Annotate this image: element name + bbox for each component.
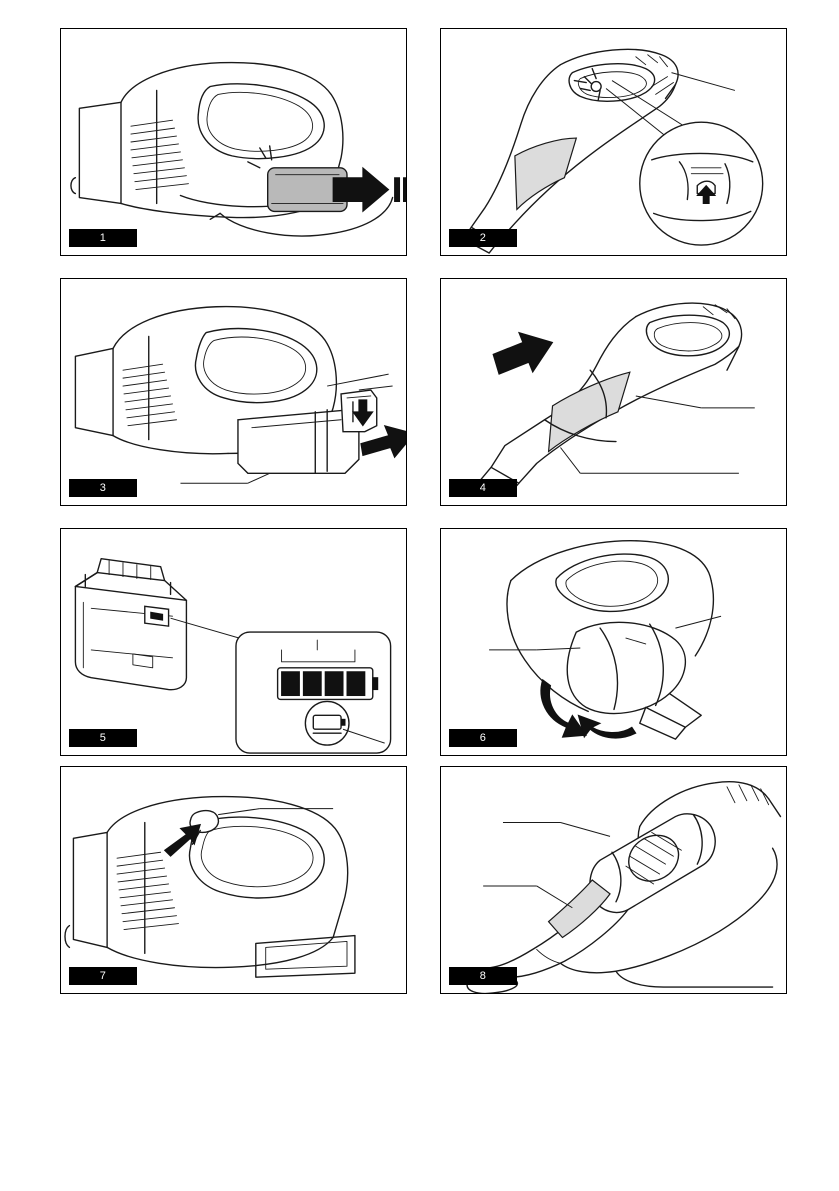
figure-7-number: 7	[69, 967, 137, 985]
figure-5	[60, 528, 407, 756]
figure-4-illustration	[441, 279, 786, 505]
figure-7	[60, 766, 407, 994]
figure-4-number: 4	[449, 479, 517, 497]
figure-5-number: 5	[69, 729, 137, 747]
figure-2	[440, 28, 787, 256]
figure-3-number: 3	[69, 479, 137, 497]
figure-4	[440, 278, 787, 506]
figure-7-illustration	[61, 767, 406, 993]
figure-8	[440, 766, 787, 994]
figure-3-illustration	[61, 279, 406, 505]
figure-3	[60, 278, 407, 506]
figure-2-number: 2	[449, 229, 517, 247]
figure-1	[60, 28, 407, 256]
figure-5-illustration	[61, 529, 406, 755]
figure-6-number: 6	[449, 729, 517, 747]
figure-1-number: 1	[69, 229, 137, 247]
figure-6-illustration	[441, 529, 786, 755]
figure-1-illustration	[61, 29, 406, 255]
figure-2-illustration	[441, 29, 786, 255]
figure-8-illustration	[441, 767, 786, 993]
figure-6	[440, 528, 787, 756]
figure-8-number: 8	[449, 967, 517, 985]
